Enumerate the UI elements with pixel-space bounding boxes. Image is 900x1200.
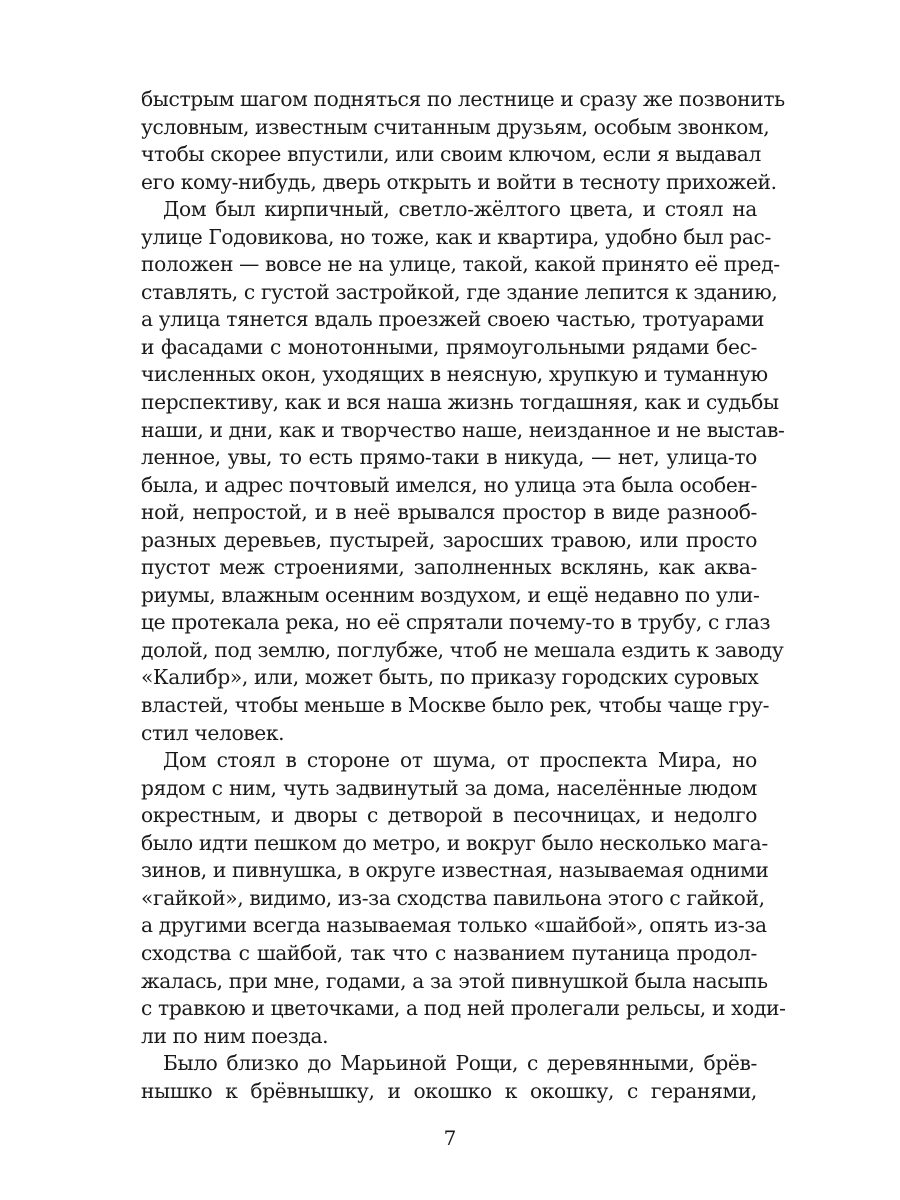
text-line: чтобы скорее впустили, или своим ключом, если я выдавал bbox=[141, 142, 761, 167]
text-line: Дом был кирпичный, светло-жёлтого цвета, и стоял на bbox=[163, 197, 757, 222]
text-line: а улица тянется вдаль проезжей своею частью, тротуарами bbox=[141, 307, 765, 332]
text-line: перспективу, как и вся наша жизнь тогдашняя, как и судьбы bbox=[141, 390, 779, 415]
text-line: было идти пешком до метро, и вокруг было несколько мага- bbox=[141, 830, 768, 855]
text-line: его кому-нибудь, дверь открыть и войти в тесноту прихожей. bbox=[141, 169, 777, 194]
text-line: численных окон, уходящих в неясную, хрупкую и туманную bbox=[141, 362, 768, 387]
page-text bbox=[141, 86, 786, 1105]
text-line: долой, под землю, поглубже, чтоб не мешала ездить к заводу bbox=[141, 637, 784, 662]
text-line: наши, и дни, как и творчество наше, неизданное и не выстав- bbox=[141, 417, 785, 442]
text-line: Было близко до Марьиной Рощи, с деревянными, брёв- bbox=[163, 1051, 757, 1076]
text-line: пустот меж строениями, заполненных всклянь, как аква- bbox=[141, 555, 757, 580]
paragraph bbox=[141, 86, 785, 196]
text-line: риумы, влажным осенним воздухом, и ещё недавно по ули- bbox=[141, 582, 760, 607]
text-line: была, и адрес почтовый имелся, но улица эта была особен- bbox=[141, 472, 757, 497]
text-line: улице Годовикова, но тоже, как и квартира, удобно был рас- bbox=[141, 224, 771, 249]
text-line: с травкою и цветочками, а под ней пролегали рельсы, и ходи- bbox=[141, 996, 786, 1021]
text-line: ли по ним поезда. bbox=[141, 1023, 329, 1048]
paragraph bbox=[141, 196, 785, 747]
text-line: нышко к брёвнышку, и окошко к окошку, с геранями, bbox=[141, 1078, 757, 1103]
text-line: Дом стоял в стороне от шума, от проспекта Мира, но bbox=[163, 748, 757, 773]
text-line: ставлять, с густой застройкой, где здание лепится к зданию, bbox=[141, 279, 778, 304]
text-line: быстрым шагом подняться по лестнице и сразу же позвонить bbox=[141, 87, 785, 111]
text-line: ленное, увы, то есть прямо-таки в никуда, — нет, улица-то bbox=[141, 445, 757, 470]
page-number: 7 bbox=[443, 1126, 457, 1150]
text-line: «Калибр», или, может быть, по приказу городских суровых bbox=[141, 665, 759, 690]
text-line: рядом с ним, чуть задвинутый за дома, населённые людом bbox=[141, 775, 757, 800]
text-line: окрестным, и дворы с детворой в песочницах, и недолго bbox=[141, 803, 757, 828]
text-line: стил человек. bbox=[141, 720, 285, 745]
text-line: и фасадами с монотонными, прямоугольными рядами бес- bbox=[141, 334, 757, 359]
text-line: условным, известным считанным друзьям, особым звонком, bbox=[141, 114, 770, 139]
text-line: разных деревьев, пустырей, заросших травою, или просто bbox=[141, 527, 757, 552]
paragraph bbox=[141, 747, 786, 1050]
text-line: «гайкой», видимо, из-за сходства павильона этого с гайкой, bbox=[141, 885, 765, 910]
paragraph bbox=[141, 1050, 757, 1105]
text-line: а другими всегда называемая только «шайбой», опять из-за bbox=[141, 913, 767, 938]
text-line: положен — вовсе не на улице, такой, какой принято её пред- bbox=[141, 252, 780, 277]
text-line: це протекала река, но её спрятали почему-то в трубу, с глаз bbox=[141, 610, 771, 635]
text-line: властей, чтобы меньше в Москве было рек, чтобы чаще гру- bbox=[141, 693, 770, 718]
text-line: ной, непростой, и в неё врывался простор в виде разнооб- bbox=[141, 500, 757, 525]
text-line: зинов, и пивнушка, в округе известная, называемая одними bbox=[141, 858, 769, 883]
text-line: сходства с шайбой, так что с названием путаница продол- bbox=[141, 940, 757, 965]
text-line: жалась, при мне, годами, а за этой пивнушкой была насыпь bbox=[141, 968, 768, 993]
